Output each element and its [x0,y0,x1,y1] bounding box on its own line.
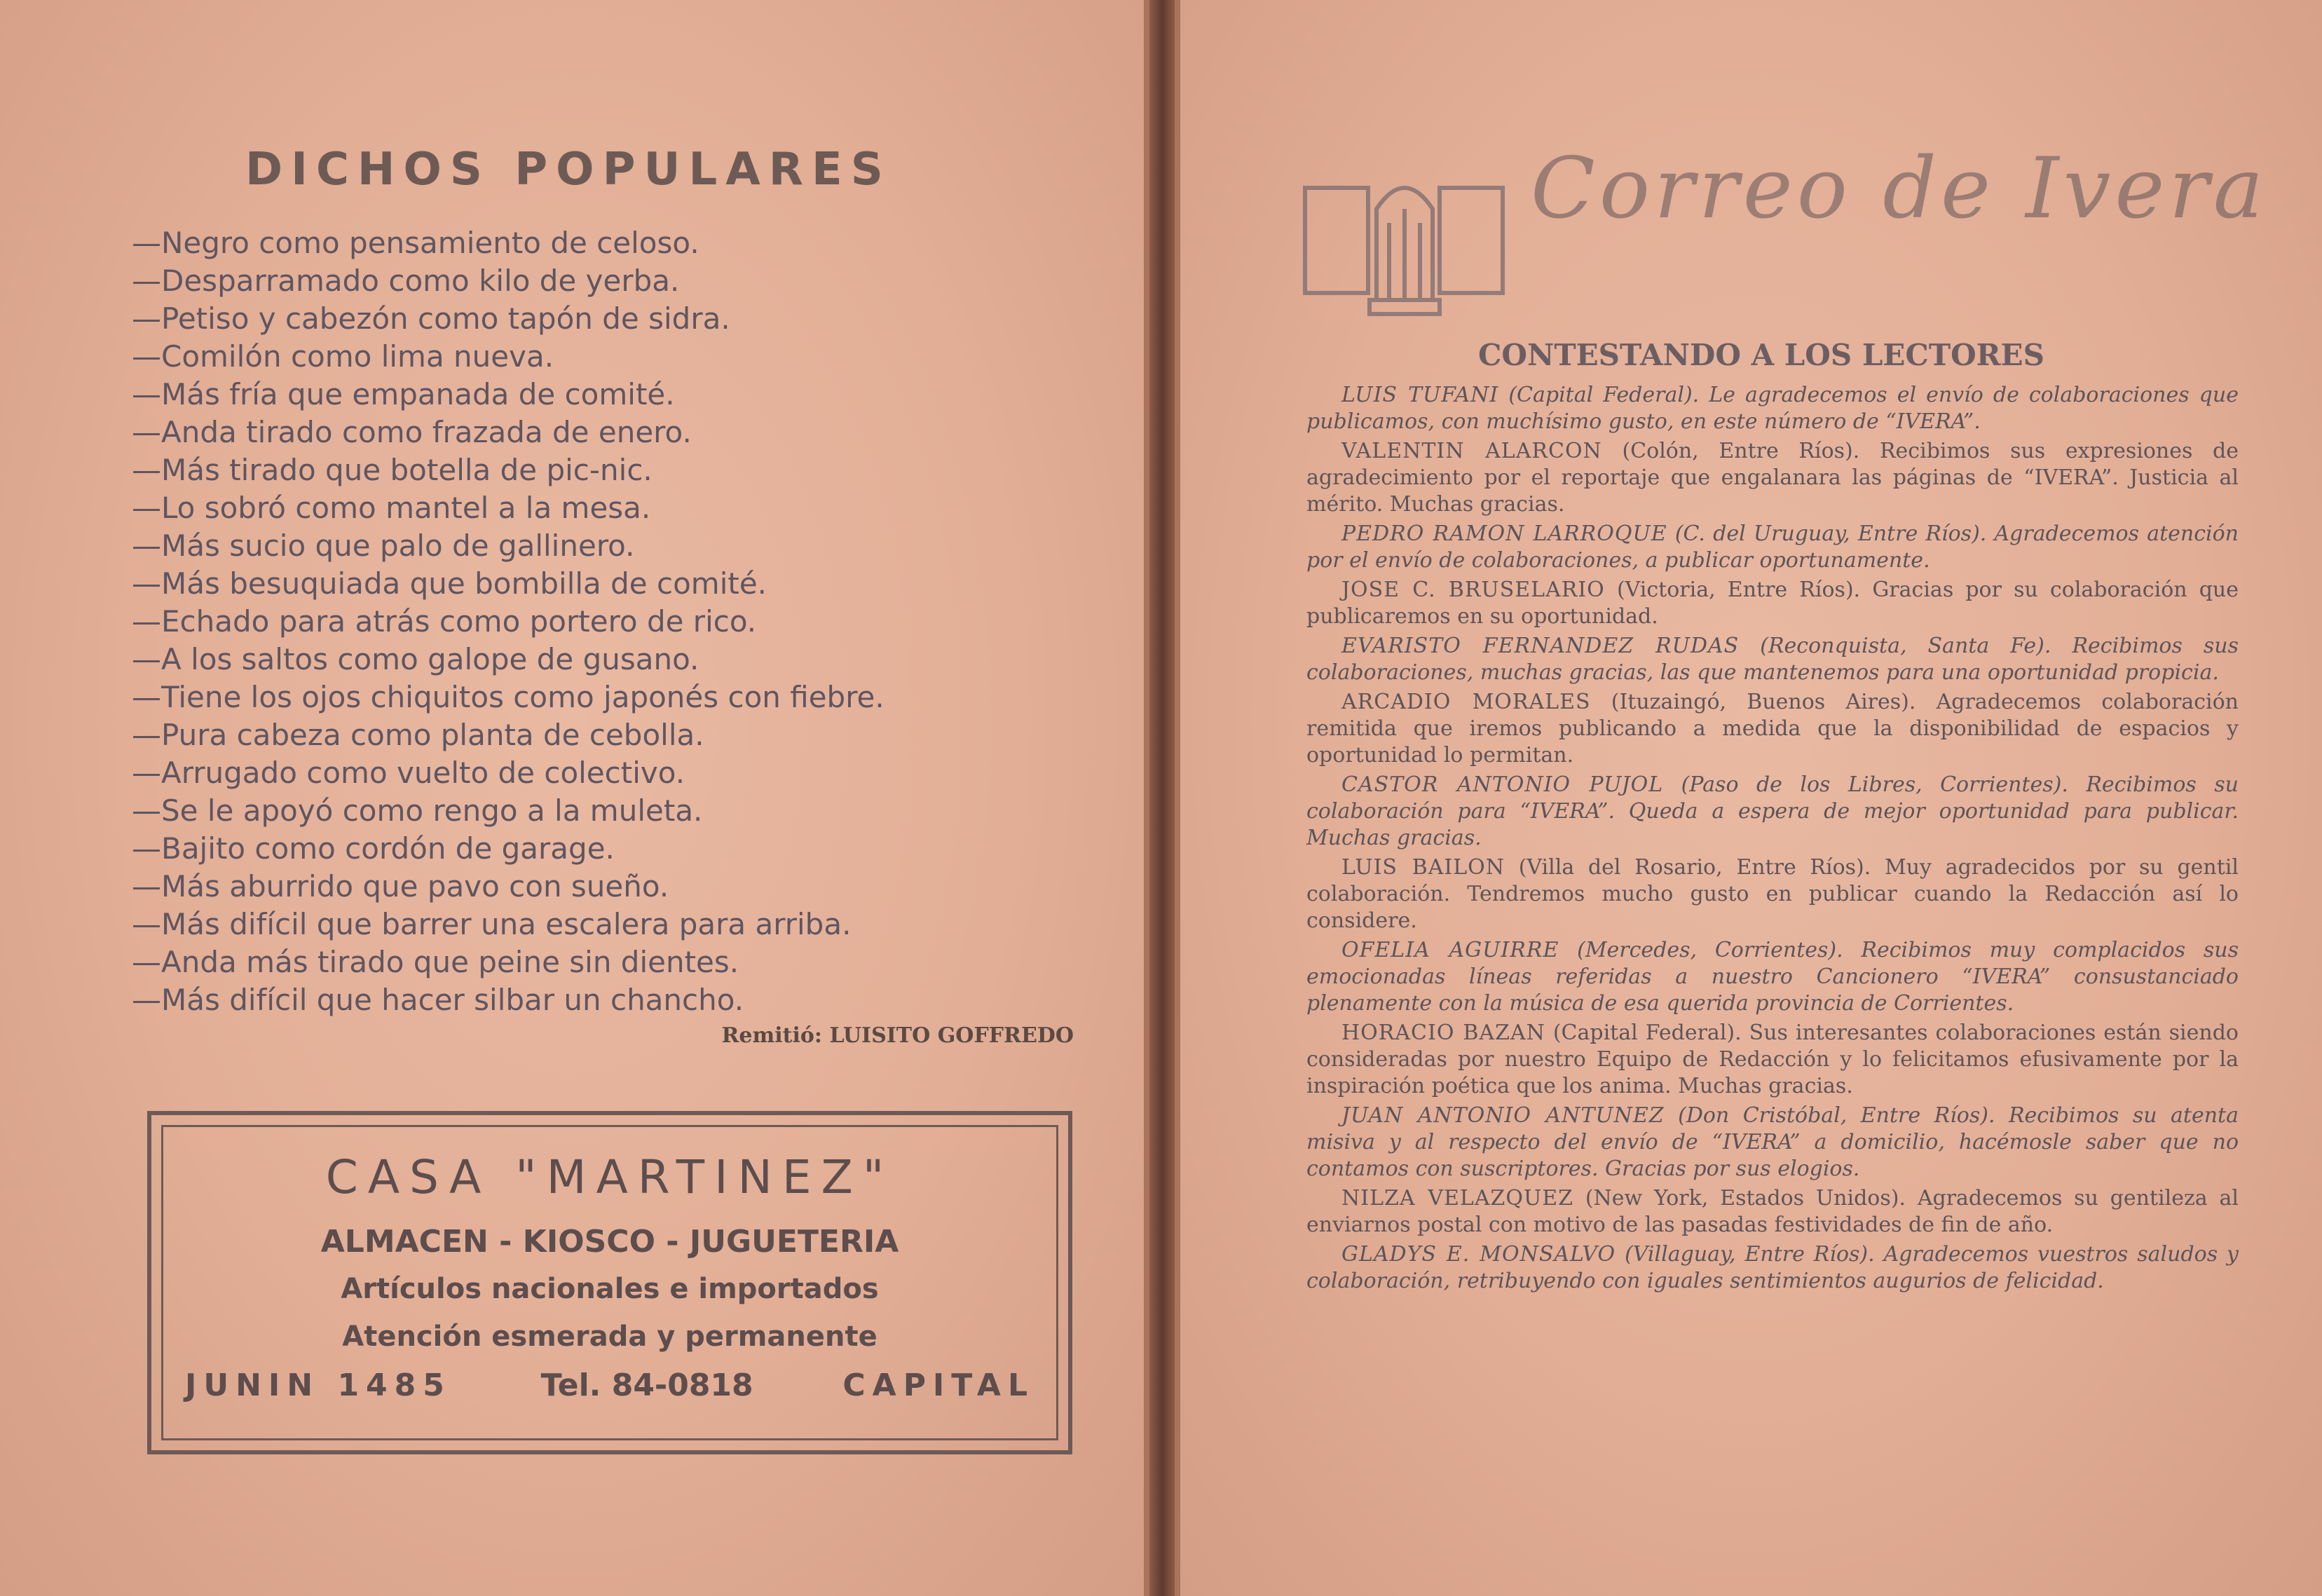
saying-item: — Más fría que empanada de comité. [132,376,1099,414]
letter-reply-text: Le agradecemos el envío de colaboraciones que publicamos, con muchísimo gusto, en este número de “IVERA”. [1306,383,2239,434]
saying-item: — Más besuquiada que bombilla de comité. [132,565,1099,603]
letter-reply-text: Recibimos sus expresiones de agradecimiento por el reportaje que engalanara las páginas de “IVERA”. Justicia al mérito. Muchas gracias. [1306,439,2239,517]
ad-city: CAPITAL [842,1367,1034,1403]
letter-sender-name: EVARISTO FERNANDEZ RUDAS [1341,634,1740,658]
saying-item: — Más difícil que hacer silbar un chancho. [132,981,1099,1019]
saying-item: — Más sucio que palo de gallinero. [132,527,1099,565]
ad-phone: Tel. 84-0818 [540,1367,753,1403]
letter-entry [1306,1185,2239,1239]
letter-reply-text: Agradecemos su gentileza al enviarnos postal con motivo de las pasadas festividades de fin de año. [1306,1186,2239,1237]
ad-address: JUNIN 1485 [185,1367,451,1403]
letter-sender-place: (C. del Uruguay, Entre Ríos). [1674,521,1987,546]
letter-entry [1306,633,2239,686]
letter-sender-name: CASTOR ANTONIO PUJOL [1341,772,1664,797]
letter-sender-place: (Paso de los Libres, Corrientes). [1681,772,2068,797]
ad-tagline-products: Artículos nacionales e importados [341,1273,879,1305]
saying-item: — Comilón como lima nueva. [132,338,1099,376]
saying-item: — Más tirado que botella de pic-nic. [132,451,1099,489]
saying-item: — Se le apoyó como rengo a la muleta. [132,792,1099,830]
letter-entry [1306,1103,2239,1182]
letter-reply-text: Gracias por su colaboración que publicaremos en su oportunidad. [1306,578,2239,629]
saying-item: — Más aburrido que pavo con sueño. [132,868,1099,906]
saying-item: — Tiene los ojos chiquitos como japonés con fiebre. [132,678,1099,716]
letter-sender-name: HORACIO BAZAN [1341,1021,1545,1045]
letter-sender-name: VALENTIN ALARCON [1341,439,1602,463]
right-page [1175,0,2322,1596]
saying-item: — Anda tirado como frazada de enero. [132,414,1099,451]
advertisement-box [147,1111,1072,1454]
letter-reply-text: Recibimos muy complacidos sus emocionadas líneas referidas a nuestro Cancionero “IVERA” consustanciado plenamente con la música de esa querida provincia de Corrientes. [1306,938,2239,1016]
letter-entry [1306,1241,2239,1295]
letter-sender-place: (Victoria, Entre Ríos). [1616,578,1861,602]
letter-sender-name: NILZA VELAZQUEZ [1341,1186,1573,1210]
letter-reply-text: Recibimos sus colaboraciones, muchas gracias, las que mantenemos para una oportunidad propicia. [1306,634,2239,685]
letter-sender-place: (Villa del Rosario, Entre Ríos). [1518,855,1871,880]
letter-sender-name: JUAN ANTONIO ANTUNEZ [1341,1103,1665,1128]
saying-item: — A los saltos como galope de gusano. [132,641,1099,678]
saying-item: — Bajito como cordón de garage. [132,830,1099,868]
letter-sender-place: (Don Cristóbal, Entre Ríos). [1678,1103,1995,1128]
letter-sender-name: GLADYS E. MONSALVO [1341,1242,1616,1267]
letter-reply-text: Recibimos su atenta misiva y al respecto del envío de “IVERA” a domicilio, hacémosle saber que no contamos con suscriptores. Gracias por sus elogios. [1306,1103,2239,1181]
sayings-credit: Remitió: LUISITO GOFFREDO [721,1023,1074,1048]
saying-item: — Petiso y cabezón como tapón de sidra. [132,300,1099,338]
letter-sender-name: LUIS BAILON [1341,855,1505,880]
letter-sender-place: (New York, Estados Unidos). [1585,1186,1906,1210]
letter-reply-text: Agradecemos atención por el envío de colaboraciones, a publicar oportunamente. [1306,521,2239,573]
letter-sender-place: (Ituzaingó, Buenos Aires). [1611,690,1916,714]
letter-entry [1306,521,2239,574]
saying-item: — Pura cabeza como planta de cebolla. [132,716,1099,754]
letter-reply-text: Recibimos su colaboración para “IVERA”. Queda a espera de mejor oportunidad para publicar. Muchas gracias. [1306,772,2239,850]
letter-entry [1306,382,2239,435]
letter-reply-text: Sus interesantes colaboraciones están siendo consideradas por nuestro Equipo de Redacción y lo felicitamos efusivamente por la inspiración poética que los anima. Muchas gracias. [1306,1021,2239,1098]
letter-sender-place: (Villaguay, Entre Ríos). [1625,1242,1875,1267]
letter-sender-name: LUIS TUFANI [1341,383,1499,407]
saying-item: — Negro como pensamiento de celoso. [132,224,1099,262]
letter-sender-name: ARCADIO MORALES [1341,690,1591,714]
letter-sender-name: OFELIA AGUIRRE [1341,938,1559,962]
letter-sender-name: JOSE C. BRUSELARIO [1341,578,1605,602]
saying-item: — Arrugado como vuelto de colectivo. [132,754,1099,792]
saying-item: — Más difícil que barrer una escalera para arriba. [132,906,1099,943]
left-page [0,0,1149,1596]
letter-reply-text: Agradecemos colaboración remitida que iremos publicando a medida que la disponibilidad de espacios y oportunidad lo permitan. [1306,690,2239,768]
ad-store-type: ALMACEN - KIOSCO - JUGUETERIA [320,1224,899,1260]
masthead-title: Correo de Ivera [1531,140,2268,238]
section-title: CONTESTANDO A LOS LECTORES [1478,338,2044,372]
letter-sender-place: (Capital Federal). [1508,383,1700,407]
mailbox-icon [1299,160,1510,328]
letter-reply-text: Agradecemos vuestros saludos y colaboración, retribuyendo con iguales sentimientos augurios de felicidad. [1306,1242,2239,1293]
letters-list [1306,382,2239,1297]
letter-sender-name: PEDRO RAMON LARROQUE [1341,521,1667,546]
letter-sender-place: (Colón, Entre Ríos). [1622,439,1860,463]
ad-tagline-service: Atención esmerada y permanente [342,1321,877,1353]
sayings-title: DICHOS POPULARES [245,144,892,196]
letter-entry [1306,772,2239,852]
ad-store-name: CASA "MARTINEZ" [325,1150,894,1204]
letter-entry [1306,689,2239,769]
ad-contact-row [185,1367,1034,1403]
saying-item: — Desparramado como kilo de yerba. [132,262,1099,300]
letter-entry [1306,577,2239,630]
masthead [1299,140,2268,329]
letter-entry [1306,937,2239,1017]
letter-sender-place: (Mercedes, Corrientes). [1577,938,1843,962]
sayings-list [132,224,1099,1019]
book-gutter [1149,0,1175,1596]
letter-sender-place: (Reconquista, Santa Fe). [1760,634,2051,658]
saying-item: — Anda más tirado que peine sin dientes. [132,943,1099,981]
letter-entry [1306,1020,2239,1100]
letter-sender-place: (Capital Federal). [1552,1021,1742,1045]
letter-reply-text: Muy agradecidos por su gentil colaboración. Tendremos mucho gusto en publicar cuando la Redacción así lo considere. [1306,855,2239,933]
saying-item: — Echado para atrás como portero de rico. [132,603,1099,641]
saying-item: — Lo sobró como mantel a la mesa. [132,489,1099,527]
letter-entry [1306,438,2239,518]
letter-entry [1306,854,2239,934]
